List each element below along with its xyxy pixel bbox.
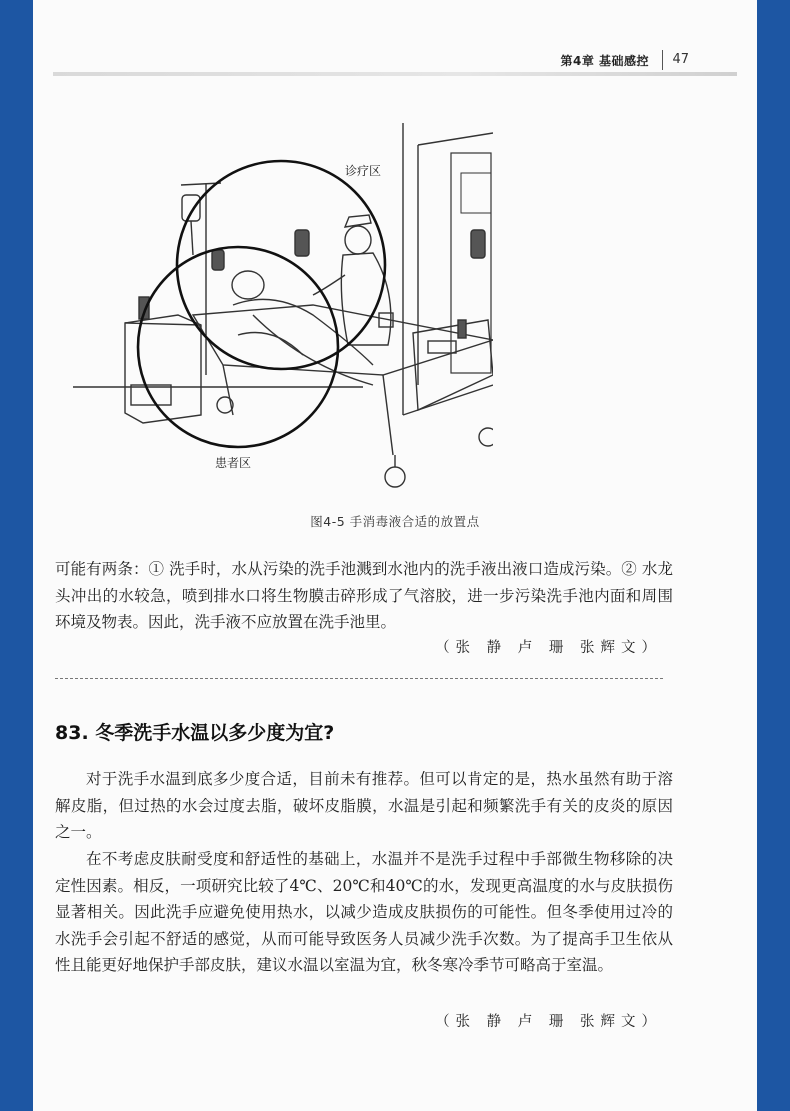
ward-scene-drawing — [73, 115, 493, 505]
clinical-zone-label: 诊疗区 — [344, 164, 382, 178]
patient-head — [232, 271, 264, 299]
book-page — [33, 0, 757, 1111]
iv-bag — [182, 195, 200, 221]
pole-dispenser — [212, 250, 224, 270]
continued-paragraph: 可能有两条：① 洗手时，水从污染的洗手池溅到水池内的洗手液出液口造成污染。② 水龙头冲出的水较急，喷到排水口将生物膜击碎形成了气溶胶，进一步污染洗手池内面和周围环境及物表。因此，洗手液不应放置在洗手池里。 — [55, 560, 673, 631]
bed-footboard — [413, 320, 493, 410]
bedside-cabinet — [125, 315, 201, 423]
clinical-zone-circle — [177, 161, 385, 369]
question-title: 83. 冬季洗手水温以多少度为宜? — [55, 722, 335, 744]
body-paragraph: 在不考虑皮肤耐受度和舒适性的基础上，水温并不是洗手过程中手部微生物移除的决定性因素。相反，一项研究比较了4℃、20℃和40℃的水，发现更高温度的水与皮肤损伤显著相关。因此洗手应避免使用热水，以减少造成皮肤损伤的可能性。但冬季使用过冷的水洗手会引起不舒适的感觉，从而可能导致医务人员减少洗手次数。为了提高手卫生依从性且能更好地保护手部皮肤，建议水温以室温为宜，秋冬寒冷季节可略高于室温。 — [55, 850, 673, 974]
chapter-title: 第4章 基础感控 — [560, 54, 649, 68]
nurse-head — [345, 226, 371, 254]
figure-caption: 图4-5 手消毒液合适的放置点 — [310, 514, 480, 529]
patient-zone-circle — [138, 247, 338, 447]
page-number: 47 — [672, 52, 689, 67]
header-separator — [662, 50, 663, 70]
header-rule — [53, 72, 737, 76]
blanket-fold — [253, 315, 373, 385]
bed-wheel-front — [385, 467, 405, 487]
hand-sanitizer-illustration — [73, 115, 493, 505]
door-window — [461, 173, 491, 213]
wall-dispenser-left — [295, 230, 309, 256]
door-frame — [451, 153, 491, 373]
running-header — [53, 48, 737, 78]
door-top-line — [418, 133, 493, 145]
iv-tube — [191, 221, 193, 255]
author-credit-prev: （张 静 卢 珊 张辉文） — [435, 640, 662, 656]
sanitizer-bottle-bed — [458, 320, 466, 338]
section-divider — [55, 678, 663, 679]
bed-wheel-right — [479, 428, 493, 446]
patient-zone-label: 患者区 — [214, 456, 252, 470]
bed-chart-holder — [428, 341, 456, 353]
wall-dispenser-right — [471, 230, 485, 258]
body-paragraph: 对于洗手水温到底多少度合适，目前未有推荐。但可以肯定的是，热水虽然有助于溶解皮脂，但过热的水会过度去脂，破坏皮脂膜，水温是引起和频繁洗手有关的皮炎的原因之一。 — [55, 770, 673, 841]
nurse-cap — [345, 215, 371, 227]
author-credit: （张 静 卢 珊 张辉文） — [435, 1014, 662, 1030]
nurse-body — [341, 253, 391, 345]
